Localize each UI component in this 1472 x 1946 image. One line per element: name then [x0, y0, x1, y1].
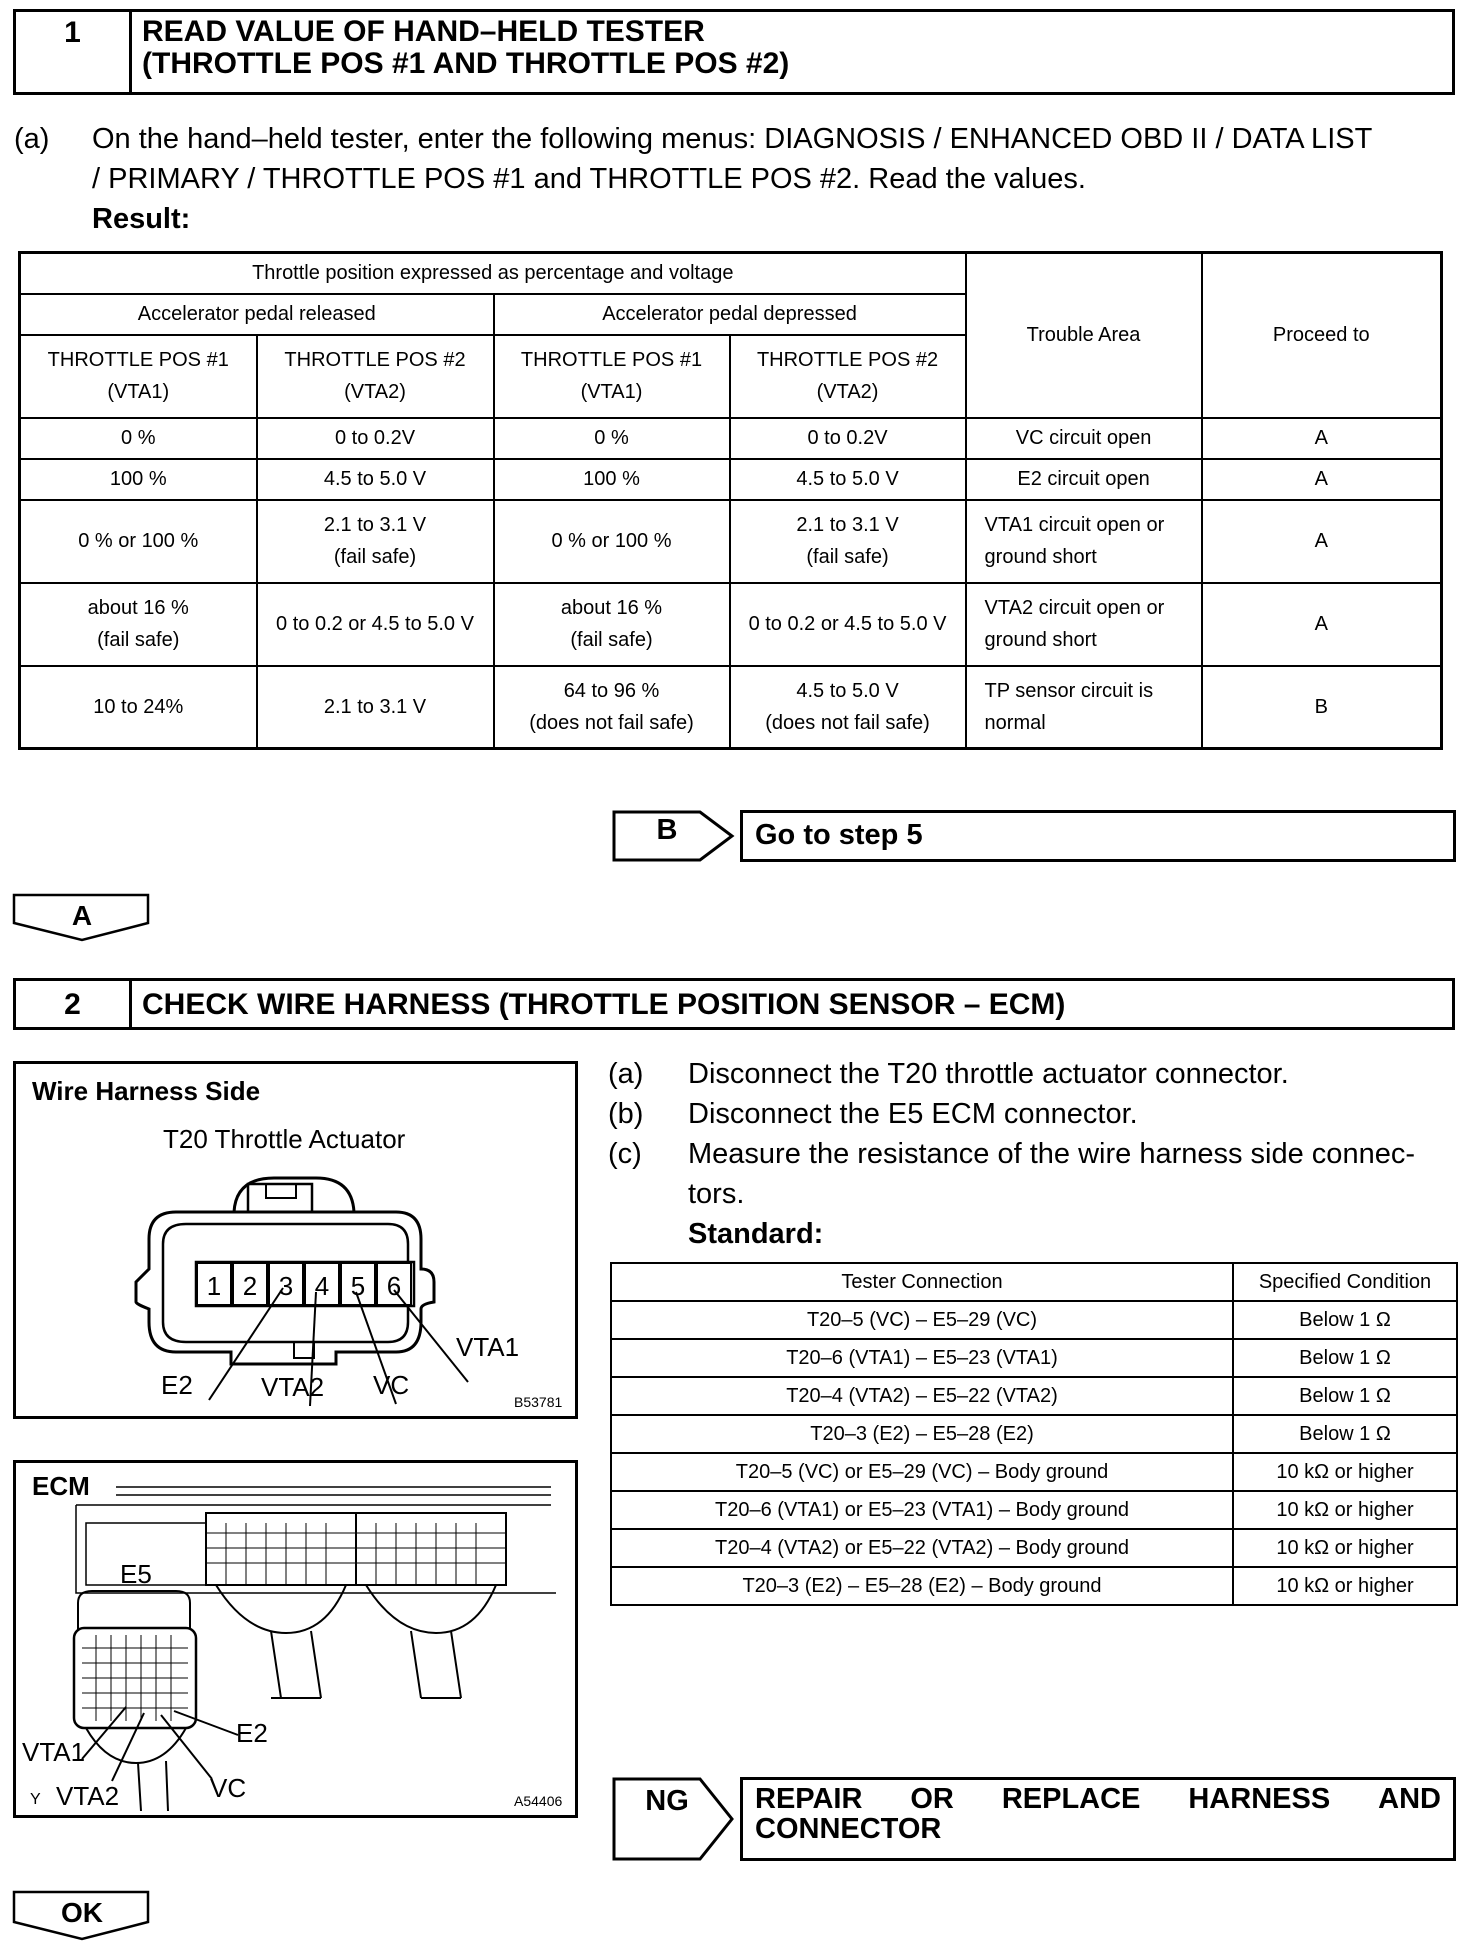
table-row [20, 666, 1442, 749]
label-vta2: VTA2 [261, 1372, 325, 1402]
cell: 0 % [494, 418, 730, 459]
cell: 0 % [20, 418, 257, 459]
list-item [608, 1134, 1458, 1174]
cell: 4.5 to 5.0 V [257, 459, 494, 500]
goto-ng-line2: CONNECTOR [755, 1813, 942, 1845]
cell: T20–4 (VTA2) – E5–22 (VTA2) [611, 1377, 1233, 1415]
table-row [611, 1377, 1457, 1415]
table-row [20, 459, 1442, 500]
item-text: Disconnect the T20 throttle actuator connector. [688, 1058, 1289, 1090]
cell: 0 to 0.2 or 4.5 to 5.0 V [730, 583, 966, 666]
step1-header [13, 9, 1455, 95]
list-item [608, 1094, 1458, 1134]
table-row [611, 1567, 1457, 1605]
cell-line: about 16 % [87, 597, 189, 619]
ecm-label-vta2: VTA2 [56, 1781, 120, 1811]
cell-line: VTA2 circuit open or [984, 597, 1165, 619]
ecm-drawing [16, 1463, 576, 1815]
figure2-title: ECM [32, 1471, 90, 1501]
cell: Below 1 Ω [1233, 1377, 1457, 1415]
cell-line: (fail safe) [570, 629, 653, 651]
figure2-code: A54406 [514, 1793, 563, 1809]
t20-connector-drawing [16, 1064, 576, 1416]
cell [494, 583, 730, 666]
cell: T20–5 (VC) – E5–29 (VC) [611, 1301, 1233, 1339]
step1-title-line1: READ VALUE OF HAND–HELD TESTER [142, 15, 705, 48]
ecm-label-vta1: VTA1 [22, 1737, 86, 1767]
figure-ecm [13, 1460, 578, 1818]
table-row [611, 1415, 1457, 1453]
goto-b-label: B [656, 814, 678, 846]
pin: 4 [304, 1262, 340, 1306]
ecm-label-y: Y [30, 1791, 41, 1808]
col-tp2-sub: (VTA2) [344, 381, 406, 403]
cell-line: (fail safe) [333, 546, 417, 568]
cell-line: VTA1 circuit open or [984, 514, 1165, 536]
pin: 1 [196, 1262, 232, 1306]
cell [494, 666, 730, 749]
cell-line: 2.1 to 3.1 V [323, 514, 427, 536]
cell-line: 64 to 96 % [563, 679, 660, 702]
cell: 100 % [494, 459, 730, 500]
result-table [18, 251, 1443, 750]
figure1-code: B53781 [514, 1394, 563, 1410]
cell: 4.5 to 5.0 V [730, 459, 966, 500]
ecm-label-e2: E2 [236, 1718, 268, 1748]
col-tp2-sub: (VTA2) [816, 381, 879, 403]
cell: 0 % or 100 % [20, 500, 257, 583]
item-label: (c) [608, 1138, 642, 1170]
word: REPLACE [1001, 1783, 1141, 1815]
cell-line: 4.5 to 5.0 V [796, 679, 899, 702]
col-tp2-line1: THROTTLE POS #2 [284, 349, 466, 371]
col-tp2 [257, 335, 494, 418]
item-text-cont: tors. [688, 1178, 745, 1210]
table-row [611, 1491, 1457, 1529]
cell [966, 583, 1202, 666]
header-released: Accelerator pedal released [20, 294, 494, 335]
col-tp2 [730, 335, 966, 418]
cell-line: normal [984, 711, 1046, 734]
cell-line: (fail safe) [97, 629, 180, 651]
cell-line: (does not fail safe) [529, 711, 694, 734]
goto-ng-line1 [755, 1784, 1441, 1814]
word: REPAIR [755, 1783, 863, 1815]
header-conn: Tester Connection [611, 1263, 1233, 1301]
table-row [20, 583, 1442, 666]
step1-item-label: (a) [14, 123, 50, 155]
cell-line: ground short [984, 546, 1097, 568]
item-label: (b) [608, 1098, 644, 1130]
cell [257, 500, 494, 583]
label-ok: OK [61, 1897, 103, 1928]
step1-number: 1 [16, 12, 132, 92]
col-tp1-line1: THROTTLE POS #1 [520, 349, 703, 371]
cell [730, 500, 966, 583]
figure-wire-harness [13, 1061, 578, 1419]
label-vc: VC [373, 1370, 410, 1400]
cell: 0 to 0.2V [257, 418, 494, 459]
col-tp1-sub: (VTA1) [107, 381, 170, 403]
figure2-connector-name: E5 [120, 1559, 152, 1589]
cell-line: ground short [984, 629, 1097, 651]
item-text: Measure the resistance of the wire harness side connec- [688, 1138, 1415, 1170]
cell-line: 2.1 to 3.1 V [796, 514, 899, 536]
cell: T20–3 (E2) – E5–28 (E2) [611, 1415, 1233, 1453]
cell: Below 1 Ω [1233, 1301, 1457, 1339]
goto-ng-button[interactable] [740, 1777, 1456, 1861]
word: HARNESS [1188, 1783, 1331, 1815]
cell [966, 500, 1202, 583]
cell-line: TP sensor circuit is [984, 679, 1154, 702]
cell: Below 1 Ω [1233, 1415, 1457, 1453]
col-tp1 [20, 335, 257, 418]
cell: 10 kΩ or higher [1233, 1529, 1457, 1567]
result-label: Result: [92, 203, 191, 235]
goto-b-button[interactable]: Go to step 5 [740, 810, 1456, 862]
header-depressed: Accelerator pedal depressed [494, 294, 966, 335]
list-item [608, 1054, 1458, 1094]
cell: T20–6 (VTA1) or E5–23 (VTA1) – Body ground [611, 1491, 1233, 1529]
step2-number: 2 [16, 981, 132, 1027]
step1-title [132, 12, 799, 92]
cell: A [1202, 418, 1442, 459]
cell: T20–3 (E2) – E5–28 (E2) – Body ground [611, 1567, 1233, 1605]
cell-line: (fail safe) [806, 546, 889, 568]
cell: VC circuit open [966, 418, 1202, 459]
goto-ng-label: NG [645, 1785, 689, 1817]
ecm-label-vc: VC [210, 1773, 247, 1803]
cell-line: (does not fail safe) [765, 711, 930, 734]
cell [966, 666, 1202, 749]
col-tp2-line1: THROTTLE POS #2 [756, 349, 939, 371]
col-tp1 [494, 335, 730, 418]
cell: Below 1 Ω [1233, 1339, 1457, 1377]
table-row [611, 1529, 1457, 1567]
step1-item-text [92, 119, 1472, 239]
step1-item-line2: / PRIMARY / THROTTLE POS #1 and THROTTLE POS #2. Read the values. [92, 163, 1086, 195]
cell: 10 to 24% [20, 666, 257, 749]
table-row [611, 1339, 1457, 1377]
standard-table [610, 1262, 1458, 1606]
cell: T20–4 (VTA2) or E5–22 (VTA2) – Body ground [611, 1529, 1233, 1567]
header-trouble: Trouble Area [966, 253, 1202, 418]
table-row [20, 500, 1442, 583]
cell: 10 kΩ or higher [1233, 1491, 1457, 1529]
table-row [611, 1301, 1457, 1339]
step2-items [608, 1054, 1458, 1254]
cell: B [1202, 666, 1442, 749]
pin: 2 [232, 1262, 268, 1306]
table-row [611, 1453, 1457, 1491]
cell: 100 % [20, 459, 257, 500]
cell: 0 % or 100 % [494, 500, 730, 583]
cell: 0 to 0.2 or 4.5 to 5.0 V [257, 583, 494, 666]
figure1-title: Wire Harness Side [32, 1076, 261, 1106]
cell: A [1202, 500, 1442, 583]
cell: 2.1 to 3.1 V [257, 666, 494, 749]
step2-header [13, 978, 1455, 1030]
label-a: A [71, 900, 93, 931]
step1-title-line2: (THROTTLE POS #1 AND THROTTLE POS #2) [142, 47, 790, 80]
pin: 5 [340, 1262, 376, 1306]
cell [730, 666, 966, 749]
label-e2: E2 [161, 1370, 193, 1400]
cell: A [1202, 583, 1442, 666]
pin: 3 [268, 1262, 304, 1306]
cell: T20–6 (VTA1) – E5–23 (VTA1) [611, 1339, 1233, 1377]
standard-label: Standard: [688, 1218, 824, 1250]
col-tp1-sub: (VTA1) [580, 381, 643, 403]
cell: A [1202, 459, 1442, 500]
item-label: (a) [608, 1058, 644, 1090]
header-proceed: Proceed to [1202, 253, 1442, 418]
col-tp1-line1: THROTTLE POS #1 [47, 349, 229, 371]
word: OR [910, 1783, 954, 1815]
step2-title: CHECK WIRE HARNESS (THROTTLE POSITION SENSOR – ECM) [142, 988, 1066, 1021]
header-cond: Specified Condition [1233, 1263, 1457, 1301]
cell-line: about 16 % [560, 597, 663, 619]
cell: 0 to 0.2V [730, 418, 966, 459]
table-row [20, 418, 1442, 459]
cell: E2 circuit open [966, 459, 1202, 500]
cell: 10 kΩ or higher [1233, 1453, 1457, 1491]
cell [20, 583, 257, 666]
item-text: Disconnect the E5 ECM connector. [688, 1098, 1138, 1130]
figure1-connector-name: T20 Throttle Actuator [163, 1124, 406, 1154]
step1-item-line1: On the hand–held tester, enter the following menus: DIAGNOSIS / ENHANCED OBD II / DATA LIST [92, 123, 1373, 155]
label-vta1: VTA1 [456, 1332, 520, 1362]
pin: 6 [376, 1262, 412, 1306]
t20-pins [196, 1262, 412, 1306]
header-top: Throttle position expressed as percentage and voltage [20, 253, 966, 294]
word: AND [1378, 1783, 1441, 1815]
cell: 10 kΩ or higher [1233, 1567, 1457, 1605]
cell: T20–5 (VC) or E5–29 (VC) – Body ground [611, 1453, 1233, 1491]
